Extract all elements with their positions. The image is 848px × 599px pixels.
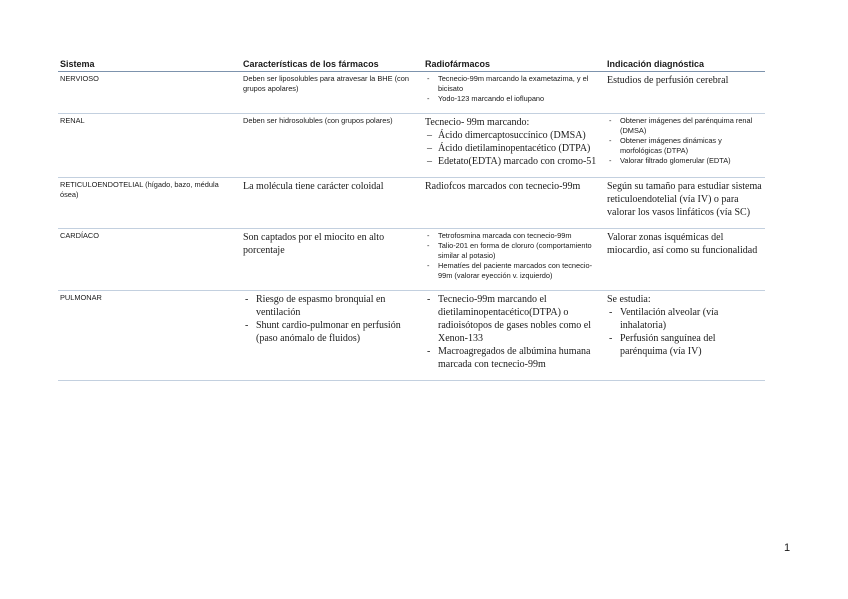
list-intro: Se estudia: xyxy=(607,294,651,305)
cell-sistema: NERVIOSO xyxy=(58,72,241,114)
cell-sistema: CARDÍACO xyxy=(58,229,241,291)
list-item: - Obtener imágenes del parénquima renal (DMSA) xyxy=(607,116,763,136)
list-item: - Shunt cardio-pulmonar en perfusión (paso anómalo de fluidos) xyxy=(243,319,421,345)
table-row xyxy=(58,229,765,291)
list-item: - Valorar filtrado glomerular (EDTA) xyxy=(607,156,763,166)
cell-indicacion xyxy=(605,291,765,381)
list-item: - Tecnecio-99m marcando el dietilaminopentacético(DTPA) o radioisótopos de gases nobles como el Xenon-133 xyxy=(425,293,603,345)
cell-radiofarmacos: Radiofcos marcados con tecnecio-99m xyxy=(423,178,605,229)
list-item: - Tetrofosmina marcada con tecnecio-99m xyxy=(425,231,603,241)
table-row xyxy=(58,178,765,229)
list-intro: Tecnecio- 99m marcando: xyxy=(425,117,530,128)
header-caracteristicas: Características de los fármacos xyxy=(241,55,423,72)
table-row xyxy=(58,114,765,178)
cell-sistema: PULMONAR xyxy=(58,291,241,381)
page-number: 1 xyxy=(784,542,791,554)
list-item: – Ácido dietilaminopentacético (DTPA) xyxy=(425,142,603,155)
list-item: - Ventilación alveolar (vía inhalatoria) xyxy=(607,306,763,332)
cell-indicacion: Estudios de perfusión cerebral xyxy=(605,72,765,114)
cell-caracteristicas: Deben ser liposolubles para atravesar la BHE (con grupos apolares) xyxy=(241,72,423,114)
list-item: – Ácido dimercaptosuccínico (DMSA) xyxy=(425,129,603,142)
cell-caracteristicas: Son captados por el miocito en alto porcentaje xyxy=(241,229,423,291)
list-item: – Edetato(EDTA) marcado con cromo-51 xyxy=(425,155,603,168)
cell-caracteristicas: La molécula tiene carácter coloidal xyxy=(241,178,423,229)
cell-caracteristicas xyxy=(241,291,423,381)
header-row xyxy=(58,55,765,72)
list-item: - Riesgo de espasmo bronquial en ventilación xyxy=(243,293,421,319)
cell-radiofarmacos xyxy=(423,114,605,178)
header-sistema: Sistema xyxy=(58,55,241,72)
list-item: - Obtener imágenes dinámicas y morfológicas (DTPA) xyxy=(607,136,763,156)
list-item: - Talio-201 en forma de cloruro (comportamiento similar al potasio) xyxy=(425,241,603,261)
header-radiofarmacos: Radiofármacos xyxy=(423,55,605,72)
cell-radiofarmacos xyxy=(423,72,605,114)
cell-indicacion xyxy=(605,114,765,178)
list-item: - Perfusión sanguínea del parénquima (vía IV) xyxy=(607,332,763,358)
cell-radiofarmacos xyxy=(423,229,605,291)
list-item: - Macroagregados de albúmina humana marcada con tecnecio-99m xyxy=(425,345,603,371)
radiopharmaceutical-table xyxy=(58,55,765,381)
cell-caracteristicas: Deben ser hidrosolubles (con grupos polares) xyxy=(241,114,423,178)
cell-indicacion: Según su tamaño para estudiar sistema reticuloendotelial (vía IV) o para valorar los vasos linfáticos (vía SC) xyxy=(605,178,765,229)
list-item: - Hematíes del paciente marcados con tecnecio-99m (valorar eyección v. izquierdo) xyxy=(425,261,603,281)
cell-indicacion: Valorar zonas isquémicas del miocardio, así como su funcionalidad xyxy=(605,229,765,291)
table-row xyxy=(58,72,765,114)
cell-sistema: RENAL xyxy=(58,114,241,178)
cell-sistema: RETICULOENDOTELIAL (hígado, bazo, médula ósea) xyxy=(58,178,241,229)
cell-radiofarmacos xyxy=(423,291,605,381)
list-item: - Tecnecio-99m marcando la exametazima, y el bicisato xyxy=(425,74,603,94)
header-indicacion: Indicación diagnóstica xyxy=(605,55,765,72)
table-row xyxy=(58,291,765,381)
list-item: - Yodo-123 marcando el ioflupano xyxy=(425,94,603,104)
